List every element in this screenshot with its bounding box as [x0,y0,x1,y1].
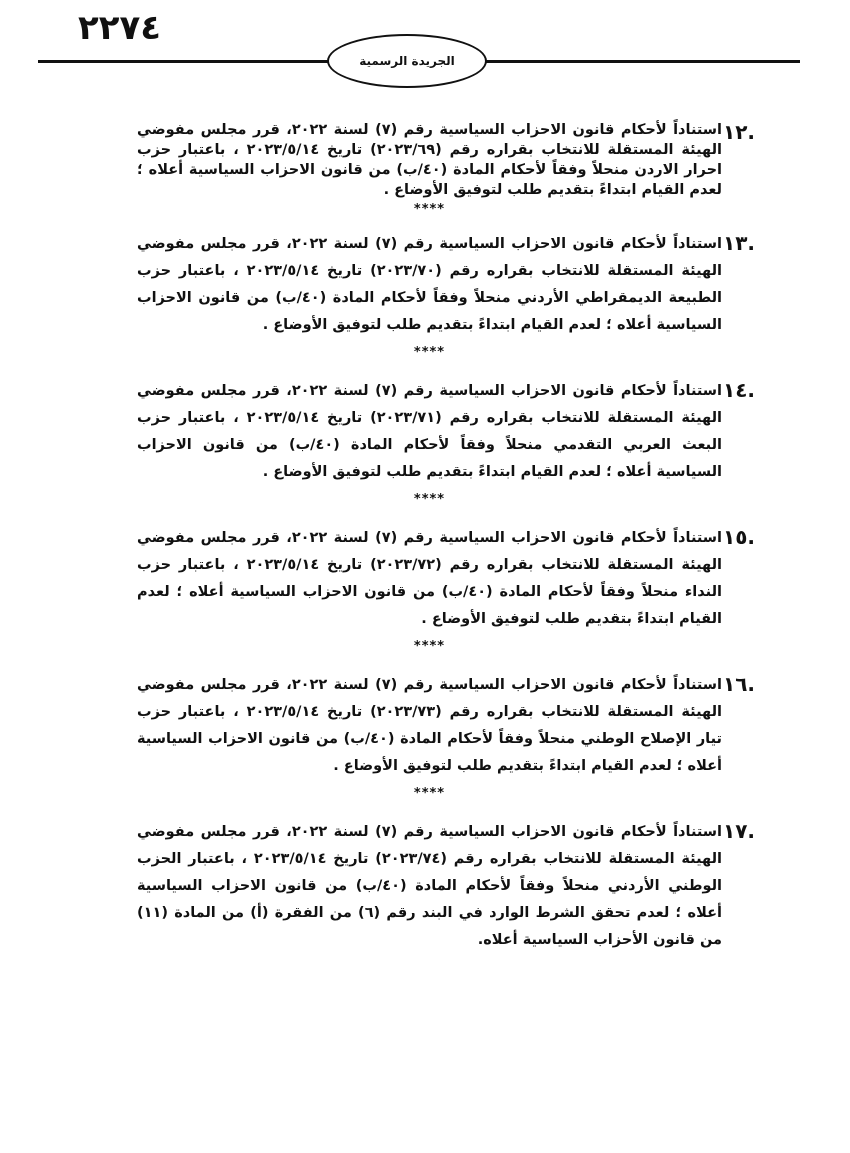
decision-text: استناداً لأحكام قانون الاحزاب السياسية رقم (٧) لسنة ٢٠٢٢، قرر مجلس مفوضي الهيئة المستقلة للانتخاب بقراره رقم (٢٠٢٣/٧٠) تاريخ ٢٠٢٣/٥/١٤ ، باعتبار حزب الطبيعة الديمقراطي الأردني منحلاً وفقاً لأحكام المادة (٤٠/ب) من قانون الاحزاب السياسية أعلاه ؛ لعدم القيام ابتداءً بتقديم طلب لتوفيق الأوضاع . [137,236,723,333]
decision-text: استناداً لأحكام قانون الاحزاب السياسية رقم (٧) لسنة ٢٠٢٢، قرر مجلس مفوضي الهيئة المستقلة للانتخاب بقراره رقم (٢٠٢٣/٦٩) تاريخ ٢٠٢٣/٥/١٤ ، باعتبار حزب احرار الاردن منحلاً وفقاً لأحكام المادة (٤٠/ب) من قانون الاحزاب السياسية أعلاه ؛ لعدم القيام ابتداءً بتقديم طلب لتوفيق الأوضاع . [137,122,723,198]
decision-text: استناداً لأحكام قانون الاحزاب السياسية رقم (٧) لسنة ٢٠٢٢، قرر مجلس مفوضي الهيئة المستقلة للانتخاب بقراره رقم (٢٠٢٣/٧٤) تاريخ ٢٠٢٣/٥/١٤ ، باعتبار الحزب الوطني الأردني منحلاً وفقاً لأحكام المادة (٤٠/ب) من قانون الاحزاب السياسية أعلاه ؛ لعدم تحقق الشرط الوارد في البند رقم (٦) من الفقرة (أ) من المادة (١١) من قانون الأحزاب السياسية أعلاه. [137,824,723,948]
separator: **** [413,202,446,217]
decision-text: استناداً لأحكام قانون الاحزاب السياسية رقم (٧) لسنة ٢٠٢٢، قرر مجلس مفوضي الهيئة المستقلة للانتخاب بقراره رقم (٢٠٢٣/٧٣) تاريخ ٢٠٢٣/٥/١٤ ، باعتبار حزب تيار الإصلاح الوطني منحلاً وفقاً لأحكام المادة (٤٠/ب) من قانون الاحزاب السياسية أعلاه ؛ لعدم القيام ابتداءً بتقديم طلب لتوفيق الأوضاع . [137,677,723,774]
decision-item-14 [137,378,756,486]
decision-item-17 [137,819,756,954]
decision-number: ١٢. [723,120,756,144]
decision-number: ١٧. [723,819,756,843]
decision-item-12 [137,120,756,200]
separator: **** [413,492,446,507]
gazette-title: الجريدة الرسمية [359,54,455,68]
decision-text: استناداً لأحكام قانون الاحزاب السياسية رقم (٧) لسنة ٢٠٢٢، قرر مجلس مفوضي الهيئة المستقلة للانتخاب بقراره رقم (٢٠٢٣/٧٢) تاريخ ٢٠٢٣/٥/١٤ ، باعتبار حزب النداء منحلاً وفقاً لأحكام المادة (٤٠/ب) من قانون الاحزاب السياسية أعلاه ؛ لعدم القيام ابتداءً بتقديم طلب لتوفيق الأوضاع . [137,530,723,627]
decision-item-16 [137,672,756,780]
decision-text: استناداً لأحكام قانون الاحزاب السياسية رقم (٧) لسنة ٢٠٢٢، قرر مجلس مفوضي الهيئة المستقلة للانتخاب بقراره رقم (٢٠٢٣/٧١) تاريخ ٢٠٢٣/٥/١٤ ، باعتبار حزب البعث العربي التقدمي منحلاً وفقاً لأحكام المادة (٤٠/ب) من قانون الاحزاب السياسية أعلاه ؛ لعدم القيام ابتداءً بتقديم طلب لتوفيق الأوضاع . [137,383,723,480]
separator: **** [413,786,446,801]
gazette-title-oval [327,34,487,88]
decision-number: ١٣. [723,231,756,255]
decision-number: ١٥. [723,525,756,549]
decisions-list [137,120,756,960]
separator: **** [413,345,446,360]
decision-number: ١٤. [723,378,756,402]
decision-item-15 [137,525,756,633]
decision-number: ١٦. [723,672,756,696]
decision-item-13 [137,231,756,339]
page-number: ٢٢٧٤ [78,8,162,48]
separator: **** [413,639,446,654]
